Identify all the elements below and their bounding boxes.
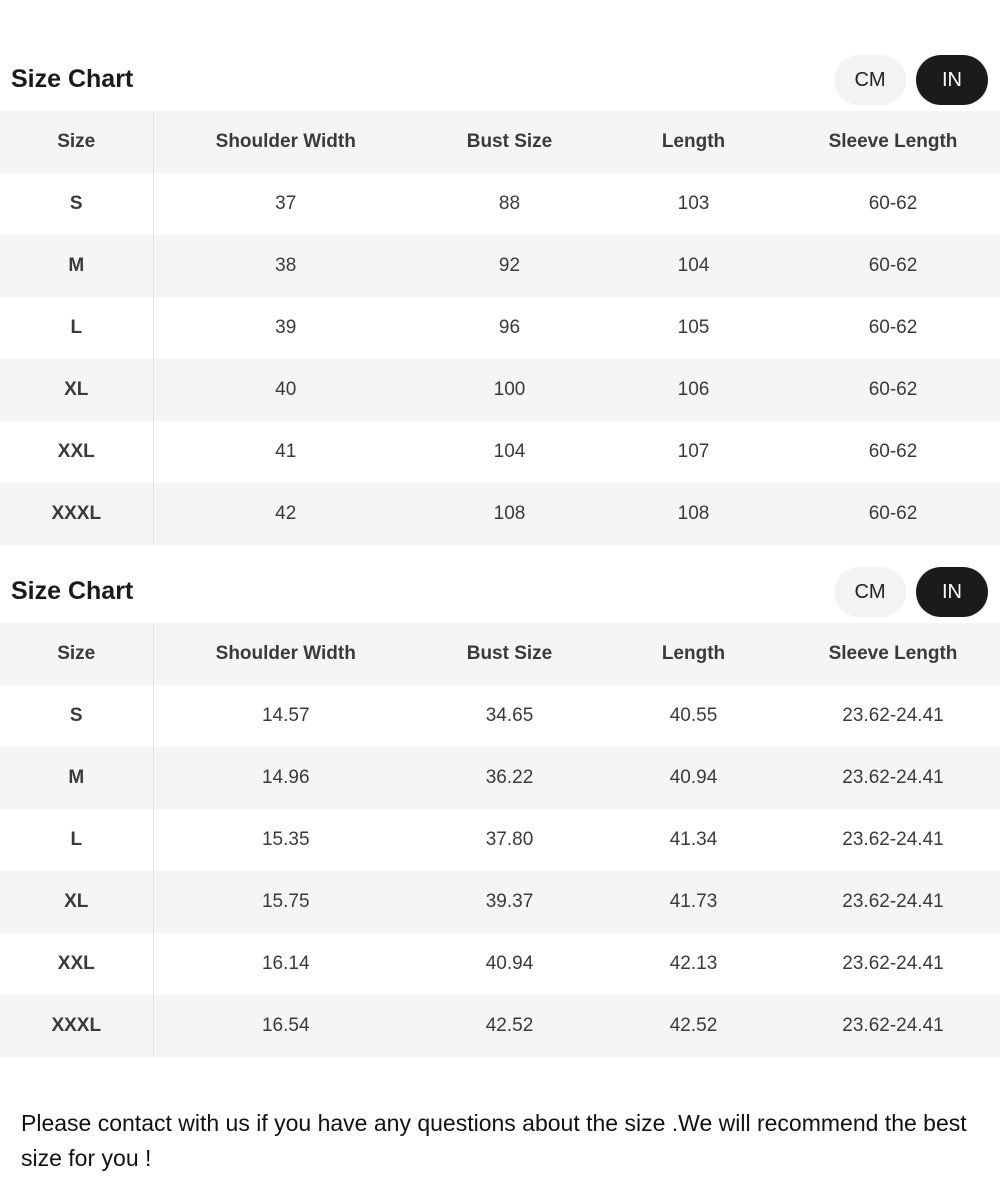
table-row [0,995,1000,1057]
cell-length: 40.55 [669,705,718,726]
table-row [0,421,1000,483]
cell-bust-size: 88 [498,193,521,214]
column-header-length: Length [661,643,726,664]
table-row [0,297,1000,359]
cell-size: XXXL [0,483,153,545]
size-table [0,623,1000,1057]
cell-length: 105 [677,317,710,338]
cell-sleeve-length: 60-62 [868,193,918,214]
column-header-shoulder-width: Shoulder Width [215,131,356,152]
unit-toggle [834,55,988,105]
cell-size: S [0,173,153,235]
cell-length: 106 [677,379,710,400]
size-contact-note: Please contact with us if you have any questions about the size .We will recommend the best size for you ! [21,1110,967,1171]
cell-sleeve-length: 60-62 [868,379,918,400]
cell-shoulder-width: 39 [275,317,297,338]
table-row [0,747,1000,809]
cell-length: 108 [677,503,710,524]
unit-cm-button[interactable]: CM [834,55,906,105]
cell-shoulder-width: 16.54 [261,1015,310,1036]
column-header-size: Size [0,111,153,173]
cell-bust-size: 37.80 [485,829,534,850]
table-row [0,483,1000,545]
size-chart-cm [0,49,1000,545]
unit-in-button[interactable]: IN [916,55,988,105]
size-chart-in [0,561,1000,1057]
cell-length: 41.34 [669,829,718,850]
cell-length: 42.52 [669,1015,718,1036]
cell-sleeve-length: 23.62-24.41 [842,767,944,788]
unit-toggle [834,567,988,617]
cell-length: 42.13 [669,953,718,974]
cell-bust-size: 104 [493,441,526,462]
column-header-shoulder-width: Shoulder Width [215,643,356,664]
cell-size: XXL [0,421,153,483]
cell-size: S [0,685,153,747]
cell-sleeve-length: 23.62-24.41 [842,705,944,726]
column-header-sleeve-length: Sleeve Length [828,131,958,152]
cell-sleeve-length: 23.62-24.41 [842,891,944,912]
cell-length: 41.73 [669,891,718,912]
cell-shoulder-width: 41 [275,441,297,462]
cell-shoulder-width: 16.14 [261,953,310,974]
cell-shoulder-width: 40 [275,379,297,400]
cell-shoulder-width: 14.96 [261,767,310,788]
cell-sleeve-length: 60-62 [868,255,918,276]
cell-sleeve-length: 23.62-24.41 [842,829,944,850]
column-header-bust-size: Bust Size [466,643,553,664]
cell-bust-size: 40.94 [485,953,534,974]
cell-size: L [0,809,153,871]
cell-sleeve-length: 23.62-24.41 [842,1015,944,1036]
cell-size: XL [0,871,153,933]
table-row [0,933,1000,995]
cell-bust-size: 100 [493,379,526,400]
cell-length: 40.94 [669,767,718,788]
cell-shoulder-width: 14.57 [261,705,310,726]
cell-shoulder-width: 42 [275,503,297,524]
cell-length: 104 [677,255,710,276]
cell-sleeve-length: 60-62 [868,503,918,524]
column-header-sleeve-length: Sleeve Length [828,643,958,664]
table-row [0,235,1000,297]
table-row [0,809,1000,871]
size-table [0,111,1000,545]
size-chart-title: Size Chart [11,577,134,605]
column-header-length: Length [661,131,726,152]
column-header-bust-size: Bust Size [466,131,553,152]
size-chart-title: Size Chart [11,65,134,93]
cell-size: L [0,297,153,359]
table-row [0,173,1000,235]
unit-cm-button[interactable]: CM [834,567,906,617]
cell-shoulder-width: 38 [275,255,297,276]
cell-shoulder-width: 15.35 [261,829,310,850]
cell-size: XXL [0,933,153,995]
unit-in-button[interactable]: IN [916,567,988,617]
cell-bust-size: 108 [493,503,526,524]
cell-bust-size: 36.22 [485,767,534,788]
cell-bust-size: 42.52 [485,1015,534,1036]
cell-size: M [0,235,153,297]
table-row [0,871,1000,933]
cell-bust-size: 96 [498,317,521,338]
table-row [0,359,1000,421]
size-chart-header [0,561,1000,623]
cell-sleeve-length: 60-62 [868,317,918,338]
table-row [0,685,1000,747]
cell-length: 103 [677,193,710,214]
cell-shoulder-width: 15.75 [261,891,310,912]
cell-bust-size: 39.37 [485,891,534,912]
cell-sleeve-length: 60-62 [868,441,918,462]
cell-size: XXXL [0,995,153,1057]
cell-length: 107 [677,441,710,462]
cell-bust-size: 34.65 [485,705,534,726]
cell-sleeve-length: 23.62-24.41 [842,953,944,974]
size-chart-header [0,49,1000,111]
cell-size: M [0,747,153,809]
cell-bust-size: 92 [498,255,521,276]
cell-size: XL [0,359,153,421]
cell-shoulder-width: 37 [275,193,297,214]
column-header-size: Size [0,623,153,685]
table-header-row [0,623,1000,685]
table-header-row [0,111,1000,173]
